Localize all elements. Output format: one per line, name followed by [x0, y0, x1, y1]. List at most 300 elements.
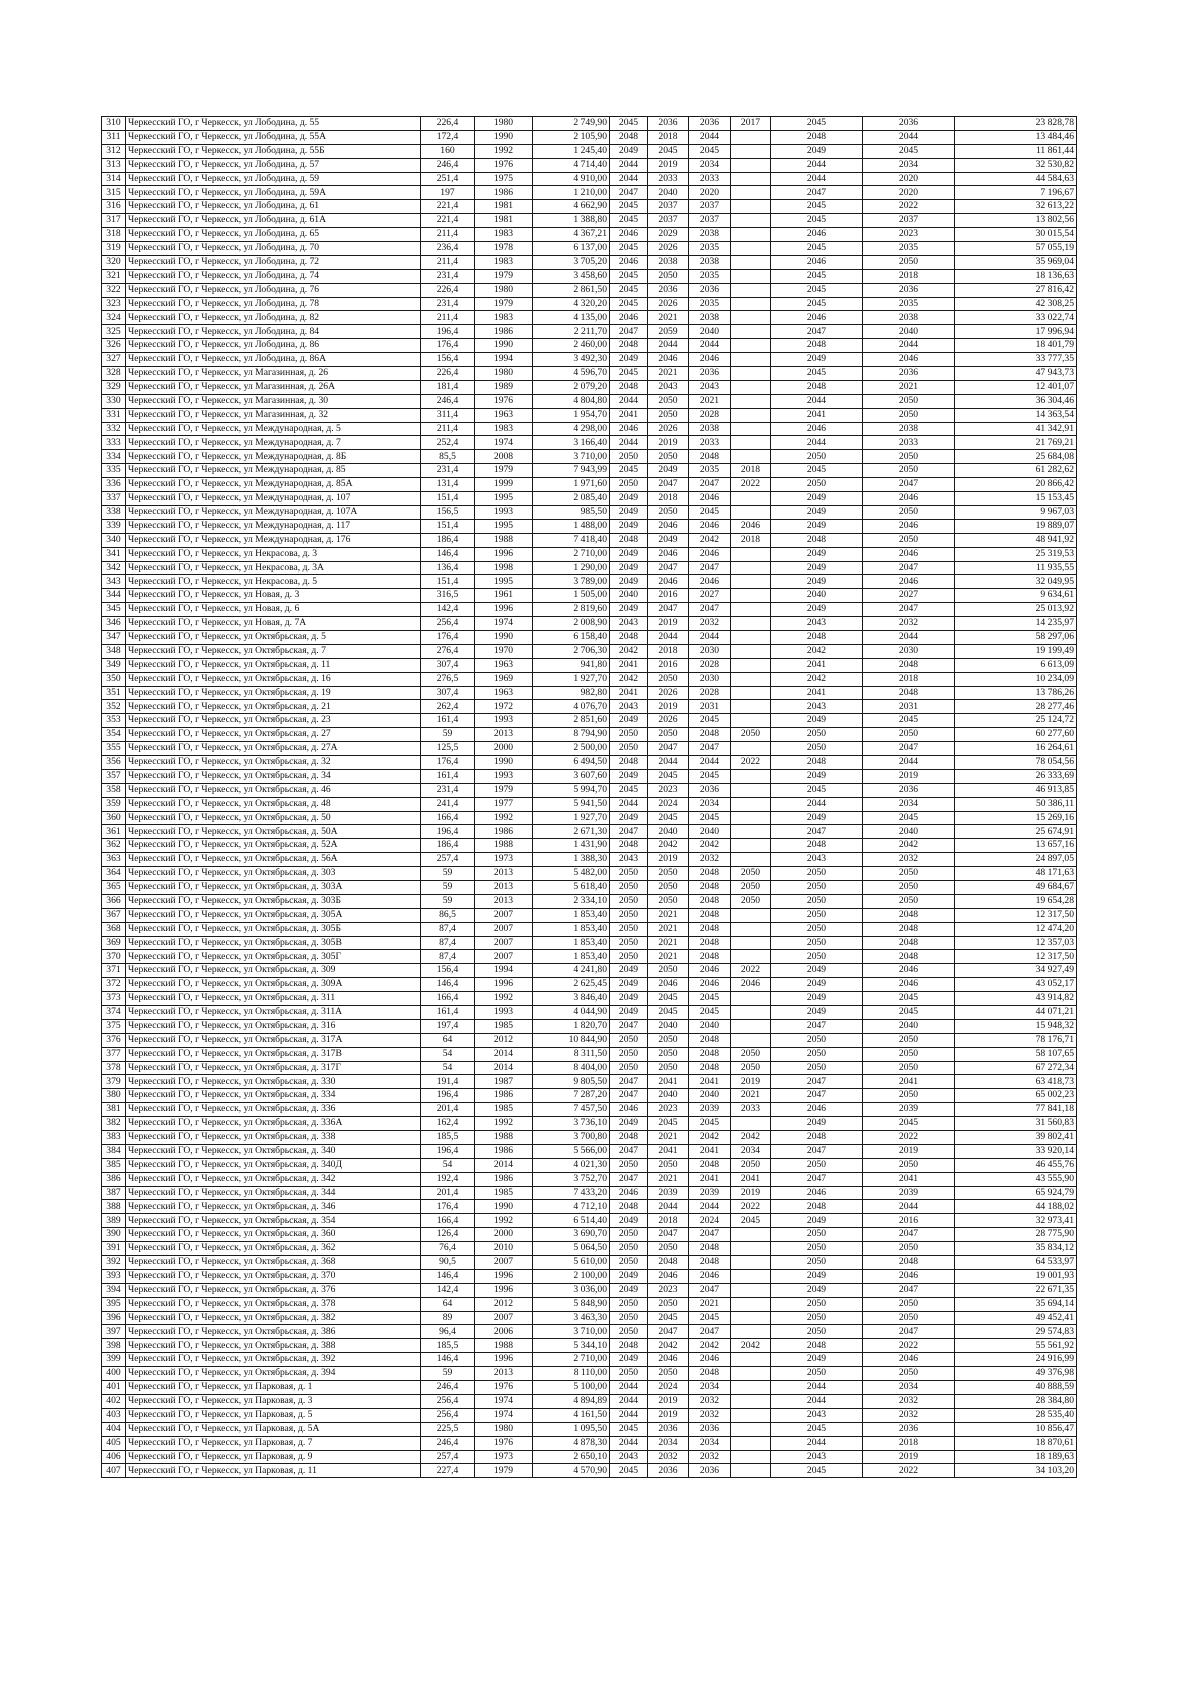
year-4-cell — [731, 547, 771, 561]
area-cell: 211,4 — [421, 422, 475, 436]
year-3-cell: 2020 — [689, 186, 731, 200]
row-number: 319 — [102, 242, 126, 256]
year-6-cell: 2040 — [863, 1019, 955, 1033]
cost-cell: 2 706,30 — [533, 644, 610, 658]
year-1-cell: 2045 — [610, 367, 648, 381]
cost-cell: 8 794,90 — [533, 728, 610, 742]
total-cell: 32 973,41 — [955, 1214, 1077, 1228]
total-cell: 55 561,92 — [955, 1339, 1077, 1353]
year-2-cell: 2021 — [648, 922, 689, 936]
row-number: 407 — [102, 1464, 126, 1478]
total-cell: 26 333,69 — [955, 769, 1077, 783]
build-year-cell: 2007 — [475, 908, 533, 922]
year-6-cell: 2050 — [863, 1033, 955, 1047]
year-1-cell: 2041 — [610, 686, 648, 700]
year-2-cell: 2050 — [648, 450, 689, 464]
address-cell: Черкесский ГО, г Черкесск, ул Лободина, д. 86А — [126, 353, 421, 367]
build-year-cell: 1978 — [475, 242, 533, 256]
table-row — [102, 422, 1077, 436]
table-row — [102, 1242, 1077, 1256]
table-row — [102, 1256, 1077, 1270]
build-year-cell: 1988 — [475, 1339, 533, 1353]
year-4-cell — [731, 1006, 771, 1020]
address-cell: Черкесский ГО, г Черкесск, ул Октябрьская, д. 19 — [126, 686, 421, 700]
area-cell: 156,5 — [421, 505, 475, 519]
year-3-cell: 2037 — [689, 200, 731, 214]
cost-cell: 1 853,40 — [533, 950, 610, 964]
year-4-cell — [731, 797, 771, 811]
year-5-cell: 2047 — [771, 325, 863, 339]
year-4-cell — [731, 242, 771, 256]
area-cell: 160 — [421, 144, 475, 158]
row-number: 330 — [102, 394, 126, 408]
build-year-cell: 1981 — [475, 214, 533, 228]
row-number: 363 — [102, 853, 126, 867]
year-6-cell: 2035 — [863, 242, 955, 256]
year-2-cell: 2049 — [648, 464, 689, 478]
year-6-cell: 2040 — [863, 325, 955, 339]
year-5-cell: 2045 — [771, 242, 863, 256]
year-4-cell: 2042 — [731, 1339, 771, 1353]
cost-cell: 4 320,20 — [533, 297, 610, 311]
row-number: 351 — [102, 686, 126, 700]
build-year-cell: 1996 — [475, 547, 533, 561]
row-number: 377 — [102, 1047, 126, 1061]
area-cell: 227,4 — [421, 1464, 475, 1478]
year-6-cell: 2036 — [863, 783, 955, 797]
table-row — [102, 117, 1077, 131]
year-4-cell — [731, 1450, 771, 1464]
address-cell: Черкесский ГО, г Черкесск, ул Октябрьская, д. 23 — [126, 714, 421, 728]
year-6-cell: 2046 — [863, 964, 955, 978]
address-cell: Черкесский ГО, г Черкесск, ул Международная, д. 8Б — [126, 450, 421, 464]
year-3-cell: 2048 — [689, 867, 731, 881]
cost-cell: 10 844,90 — [533, 1033, 610, 1047]
year-3-cell: 2042 — [689, 1339, 731, 1353]
table-row — [102, 186, 1077, 200]
total-cell: 11 935,55 — [955, 561, 1077, 575]
year-5-cell: 2048 — [771, 1200, 863, 1214]
year-1-cell: 2050 — [610, 1061, 648, 1075]
cost-cell: 2 100,00 — [533, 1269, 610, 1283]
row-number: 397 — [102, 1325, 126, 1339]
year-2-cell: 2032 — [648, 1450, 689, 1464]
table-row — [102, 1047, 1077, 1061]
address-cell: Черкесский ГО, г Черкесск, ул Октябрьская, д. 344 — [126, 1186, 421, 1200]
row-number: 370 — [102, 950, 126, 964]
total-cell: 78 176,71 — [955, 1033, 1077, 1047]
build-year-cell: 2012 — [475, 1033, 533, 1047]
total-cell: 39 802,41 — [955, 1131, 1077, 1145]
area-cell: 192,4 — [421, 1172, 475, 1186]
row-number: 328 — [102, 367, 126, 381]
year-4-cell — [731, 228, 771, 242]
year-1-cell: 2049 — [610, 1214, 648, 1228]
area-cell: 59 — [421, 867, 475, 881]
row-number: 359 — [102, 797, 126, 811]
build-year-cell: 1974 — [475, 436, 533, 450]
area-cell: 241,4 — [421, 797, 475, 811]
year-3-cell: 2036 — [689, 783, 731, 797]
table-row — [102, 1006, 1077, 1020]
total-cell: 28 384,80 — [955, 1394, 1077, 1408]
year-3-cell: 2048 — [689, 894, 731, 908]
year-4-cell — [731, 436, 771, 450]
year-3-cell: 2047 — [689, 561, 731, 575]
area-cell: 76,4 — [421, 1242, 475, 1256]
year-2-cell: 2040 — [648, 1089, 689, 1103]
year-1-cell: 2044 — [610, 394, 648, 408]
year-3-cell: 2044 — [689, 755, 731, 769]
total-cell: 9 634,61 — [955, 589, 1077, 603]
area-cell: 252,4 — [421, 436, 475, 450]
row-number: 333 — [102, 436, 126, 450]
build-year-cell: 2007 — [475, 922, 533, 936]
address-cell: Черкесский ГО, г Черкесск, ул Октябрьская, д. 56А — [126, 853, 421, 867]
year-5-cell: 2050 — [771, 478, 863, 492]
year-6-cell: 2050 — [863, 894, 955, 908]
area-cell: 196,4 — [421, 325, 475, 339]
cost-cell: 1 388,80 — [533, 214, 610, 228]
row-number: 389 — [102, 1214, 126, 1228]
year-5-cell: 2050 — [771, 728, 863, 742]
area-cell: 151,4 — [421, 575, 475, 589]
cost-cell: 2 749,90 — [533, 117, 610, 131]
table-row — [102, 1464, 1077, 1478]
total-cell: 12 317,50 — [955, 950, 1077, 964]
table-row — [102, 1019, 1077, 1033]
year-5-cell: 2048 — [771, 755, 863, 769]
build-year-cell: 1995 — [475, 492, 533, 506]
year-1-cell: 2050 — [610, 922, 648, 936]
build-year-cell: 1979 — [475, 297, 533, 311]
year-6-cell: 2048 — [863, 658, 955, 672]
year-3-cell: 2047 — [689, 1228, 731, 1242]
year-4-cell — [731, 811, 771, 825]
area-cell: 316,5 — [421, 589, 475, 603]
cost-cell: 2 625,45 — [533, 978, 610, 992]
year-4-cell — [731, 853, 771, 867]
table-row — [102, 922, 1077, 936]
year-3-cell: 2048 — [689, 1242, 731, 1256]
table-row — [102, 853, 1077, 867]
row-number: 376 — [102, 1033, 126, 1047]
year-5-cell: 2042 — [771, 644, 863, 658]
area-cell: 131,4 — [421, 478, 475, 492]
year-4-cell — [731, 1256, 771, 1270]
year-3-cell: 2047 — [689, 1325, 731, 1339]
year-6-cell: 2044 — [863, 339, 955, 353]
cost-cell: 8 110,00 — [533, 1367, 610, 1381]
year-5-cell: 2049 — [771, 769, 863, 783]
address-cell: Черкесский ГО, г Черкесск, ул Парковая, д. 3 — [126, 1394, 421, 1408]
year-4-cell: 2022 — [731, 755, 771, 769]
cost-cell: 4 135,00 — [533, 311, 610, 325]
year-2-cell: 2040 — [648, 825, 689, 839]
row-number: 356 — [102, 755, 126, 769]
year-5-cell: 2045 — [771, 297, 863, 311]
table-row — [102, 1186, 1077, 1200]
address-cell: Черкесский ГО, г Черкесск, ул Новая, д. 6 — [126, 603, 421, 617]
year-5-cell: 2045 — [771, 367, 863, 381]
row-number: 327 — [102, 353, 126, 367]
year-6-cell: 2045 — [863, 992, 955, 1006]
year-1-cell: 2049 — [610, 992, 648, 1006]
total-cell: 49 684,67 — [955, 880, 1077, 894]
year-1-cell: 2049 — [610, 978, 648, 992]
year-3-cell: 2045 — [689, 144, 731, 158]
row-number: 369 — [102, 936, 126, 950]
year-6-cell: 2036 — [863, 283, 955, 297]
year-3-cell: 2046 — [689, 575, 731, 589]
table-row — [102, 450, 1077, 464]
row-number: 382 — [102, 1117, 126, 1131]
row-number: 399 — [102, 1353, 126, 1367]
year-4-cell — [731, 1408, 771, 1422]
cost-cell: 6 514,40 — [533, 1214, 610, 1228]
table-row — [102, 144, 1077, 158]
year-4-cell — [731, 130, 771, 144]
year-1-cell: 2050 — [610, 1256, 648, 1270]
build-year-cell: 1992 — [475, 811, 533, 825]
build-year-cell: 1993 — [475, 505, 533, 519]
year-2-cell: 2050 — [648, 269, 689, 283]
table-row — [102, 978, 1077, 992]
area-cell: 226,4 — [421, 117, 475, 131]
year-4-cell — [731, 214, 771, 228]
year-2-cell: 2038 — [648, 255, 689, 269]
year-6-cell: 2046 — [863, 547, 955, 561]
year-2-cell: 2029 — [648, 228, 689, 242]
row-number: 352 — [102, 700, 126, 714]
year-3-cell: 2036 — [689, 1422, 731, 1436]
year-2-cell: 2044 — [648, 339, 689, 353]
year-1-cell: 2049 — [610, 1283, 648, 1297]
area-cell: 176,4 — [421, 339, 475, 353]
table-row — [102, 1367, 1077, 1381]
build-year-cell: 2007 — [475, 936, 533, 950]
row-number: 343 — [102, 575, 126, 589]
total-cell: 19 199,49 — [955, 644, 1077, 658]
address-cell: Черкесский ГО, г Черкесск, ул Октябрьская, д. 5 — [126, 630, 421, 644]
year-6-cell: 2048 — [863, 936, 955, 950]
row-number: 315 — [102, 186, 126, 200]
total-cell: 35 694,14 — [955, 1297, 1077, 1311]
build-year-cell: 1986 — [475, 1172, 533, 1186]
address-cell: Черкесский ГО, г Черкесск, ул Октябрьская, д. 50 — [126, 811, 421, 825]
total-cell: 13 786,26 — [955, 686, 1077, 700]
year-6-cell: 2036 — [863, 367, 955, 381]
table-row — [102, 547, 1077, 561]
year-1-cell: 2046 — [610, 311, 648, 325]
year-4-cell — [731, 839, 771, 853]
cost-cell: 7 287,20 — [533, 1089, 610, 1103]
year-2-cell: 2042 — [648, 839, 689, 853]
area-cell: 166,4 — [421, 992, 475, 1006]
cost-cell: 1 927,70 — [533, 811, 610, 825]
year-5-cell: 2045 — [771, 1422, 863, 1436]
year-2-cell: 2019 — [648, 158, 689, 172]
year-1-cell: 2046 — [610, 1186, 648, 1200]
row-number: 325 — [102, 325, 126, 339]
year-4-cell — [731, 1464, 771, 1478]
total-cell: 60 277,60 — [955, 728, 1077, 742]
year-6-cell: 2021 — [863, 380, 955, 394]
total-cell: 32 530,82 — [955, 158, 1077, 172]
total-cell: 58 107,65 — [955, 1047, 1077, 1061]
year-2-cell: 2050 — [648, 1061, 689, 1075]
year-6-cell: 2018 — [863, 1436, 955, 1450]
build-year-cell: 1963 — [475, 408, 533, 422]
year-6-cell: 2050 — [863, 1242, 955, 1256]
year-3-cell: 2048 — [689, 908, 731, 922]
year-3-cell: 2036 — [689, 283, 731, 297]
build-year-cell: 1970 — [475, 644, 533, 658]
year-5-cell: 2050 — [771, 922, 863, 936]
cost-cell: 4 570,90 — [533, 1464, 610, 1478]
table-row — [102, 1158, 1077, 1172]
area-cell: 226,4 — [421, 283, 475, 297]
total-cell: 10 856,47 — [955, 1422, 1077, 1436]
year-5-cell: 2049 — [771, 714, 863, 728]
row-number: 340 — [102, 533, 126, 547]
year-3-cell: 2033 — [689, 172, 731, 186]
total-cell: 18 189,63 — [955, 1450, 1077, 1464]
year-5-cell: 2050 — [771, 867, 863, 881]
row-number: 341 — [102, 547, 126, 561]
build-year-cell: 1992 — [475, 1117, 533, 1131]
address-cell: Черкесский ГО, г Черкесск, ул Октябрьская, д. 354 — [126, 1214, 421, 1228]
year-1-cell: 2044 — [610, 1408, 648, 1422]
build-year-cell: 1976 — [475, 394, 533, 408]
total-cell: 22 671,35 — [955, 1283, 1077, 1297]
year-1-cell: 2047 — [610, 1144, 648, 1158]
year-5-cell: 2044 — [771, 1381, 863, 1395]
year-4-cell — [731, 603, 771, 617]
year-2-cell: 2045 — [648, 1117, 689, 1131]
area-cell: 54 — [421, 1158, 475, 1172]
total-cell: 32 613,22 — [955, 200, 1077, 214]
year-3-cell: 2048 — [689, 1033, 731, 1047]
year-4-cell — [731, 575, 771, 589]
year-6-cell: 2050 — [863, 1311, 955, 1325]
year-2-cell: 2046 — [648, 978, 689, 992]
cost-cell: 1 245,40 — [533, 144, 610, 158]
year-1-cell: 2042 — [610, 672, 648, 686]
area-cell: 201,4 — [421, 1103, 475, 1117]
year-2-cell: 2024 — [648, 1381, 689, 1395]
year-2-cell: 2019 — [648, 853, 689, 867]
table-row — [102, 242, 1077, 256]
row-number: 367 — [102, 908, 126, 922]
year-1-cell: 2048 — [610, 130, 648, 144]
year-2-cell: 2050 — [648, 964, 689, 978]
year-4-cell — [731, 672, 771, 686]
year-2-cell: 2046 — [648, 1269, 689, 1283]
year-2-cell: 2023 — [648, 783, 689, 797]
year-2-cell: 2040 — [648, 186, 689, 200]
year-2-cell: 2026 — [648, 297, 689, 311]
year-6-cell: 2047 — [863, 742, 955, 756]
build-year-cell: 1980 — [475, 283, 533, 297]
build-year-cell: 1993 — [475, 769, 533, 783]
cost-cell: 5 344,10 — [533, 1339, 610, 1353]
row-number: 361 — [102, 825, 126, 839]
row-number: 314 — [102, 172, 126, 186]
year-2-cell: 2040 — [648, 1019, 689, 1033]
year-3-cell: 2034 — [689, 1436, 731, 1450]
build-year-cell: 1983 — [475, 255, 533, 269]
cost-cell: 5 848,90 — [533, 1297, 610, 1311]
row-number: 395 — [102, 1297, 126, 1311]
total-cell: 65 924,79 — [955, 1186, 1077, 1200]
row-number: 373 — [102, 992, 126, 1006]
cost-cell: 1 431,90 — [533, 839, 610, 853]
area-cell: 211,4 — [421, 311, 475, 325]
total-cell: 12 401,07 — [955, 380, 1077, 394]
cost-cell: 2 008,90 — [533, 617, 610, 631]
cost-cell: 1 505,00 — [533, 589, 610, 603]
year-2-cell: 2018 — [648, 644, 689, 658]
year-2-cell: 2018 — [648, 1214, 689, 1228]
address-cell: Черкесский ГО, г Черкесск, ул Октябрьская, д. 50А — [126, 825, 421, 839]
year-2-cell: 2050 — [648, 1033, 689, 1047]
year-2-cell: 2026 — [648, 714, 689, 728]
year-4-cell: 2046 — [731, 519, 771, 533]
year-4-cell — [731, 297, 771, 311]
year-5-cell: 2045 — [771, 464, 863, 478]
year-2-cell: 2039 — [648, 1186, 689, 1200]
address-cell: Черкесский ГО, г Черкесск, ул Октябрьская, д. 316 — [126, 1019, 421, 1033]
year-5-cell: 2044 — [771, 1394, 863, 1408]
year-4-cell: 2022 — [731, 964, 771, 978]
build-year-cell: 1998 — [475, 561, 533, 575]
cost-cell: 2 710,00 — [533, 547, 610, 561]
year-1-cell: 2050 — [610, 1158, 648, 1172]
year-1-cell: 2045 — [610, 214, 648, 228]
total-cell: 63 418,73 — [955, 1075, 1077, 1089]
total-cell: 30 015,54 — [955, 228, 1077, 242]
area-cell: 311,4 — [421, 408, 475, 422]
table-row — [102, 617, 1077, 631]
year-2-cell: 2021 — [648, 950, 689, 964]
row-number: 375 — [102, 1019, 126, 1033]
year-6-cell: 2031 — [863, 700, 955, 714]
year-6-cell: 2044 — [863, 630, 955, 644]
row-number: 357 — [102, 769, 126, 783]
build-year-cell: 2006 — [475, 1325, 533, 1339]
table-row — [102, 1381, 1077, 1395]
area-cell: 96,4 — [421, 1325, 475, 1339]
address-cell: Черкесский ГО, г Черкесск, ул Лободина, д. 55Б — [126, 144, 421, 158]
total-cell: 35 834,12 — [955, 1242, 1077, 1256]
cost-cell: 3 700,80 — [533, 1131, 610, 1145]
address-cell: Черкесский ГО, г Черкесск, ул Лободина, д. 55 — [126, 117, 421, 131]
area-cell: 231,4 — [421, 297, 475, 311]
cost-cell: 4 714,40 — [533, 158, 610, 172]
year-1-cell: 2045 — [610, 269, 648, 283]
build-year-cell: 2007 — [475, 950, 533, 964]
year-5-cell: 2046 — [771, 228, 863, 242]
total-cell: 50 386,11 — [955, 797, 1077, 811]
address-cell: Черкесский ГО, г Черкесск, ул Октябрьская, д. 376 — [126, 1283, 421, 1297]
year-5-cell: 2049 — [771, 492, 863, 506]
address-cell: Черкесский ГО, г Черкесск, ул Октябрьская, д. 370 — [126, 1269, 421, 1283]
year-2-cell: 2044 — [648, 1200, 689, 1214]
area-cell: 161,4 — [421, 1006, 475, 1020]
table-row — [102, 603, 1077, 617]
table-row — [102, 742, 1077, 756]
